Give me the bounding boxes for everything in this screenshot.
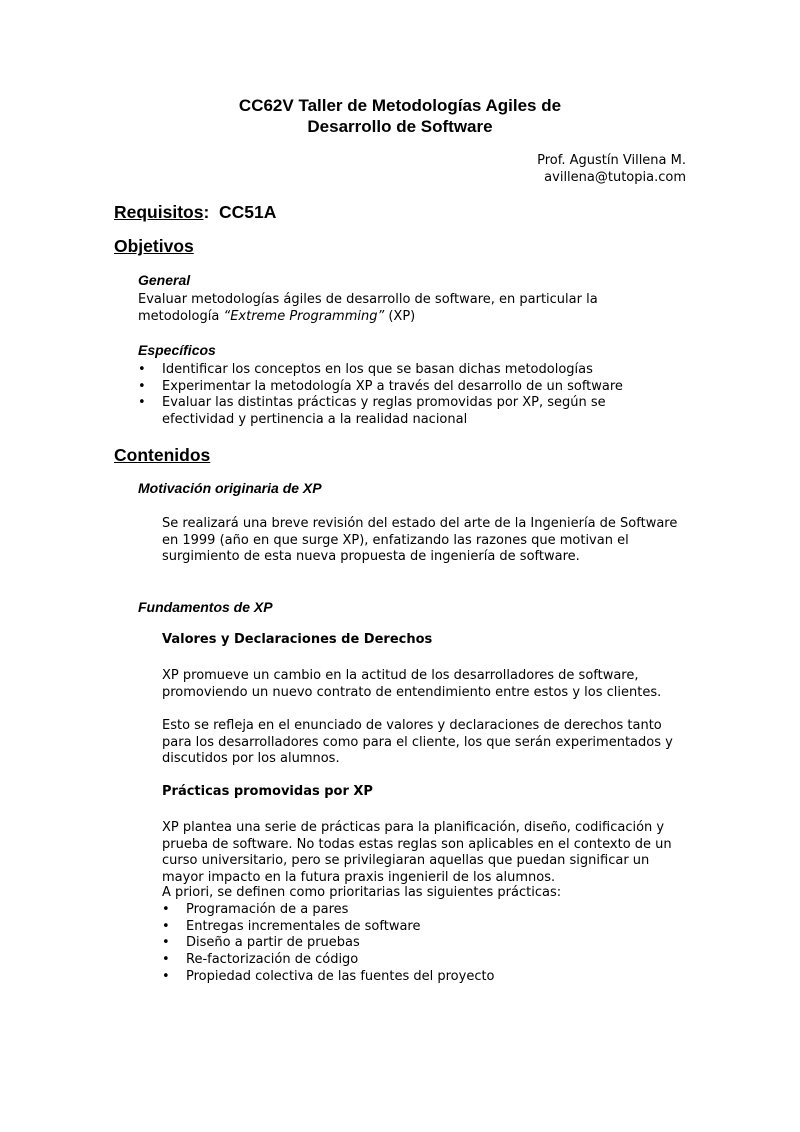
general-heading: General — [138, 272, 191, 288]
valores-paragraph-1: XP promueve un cambio en la actitud de los desarrolladores de software, promoviendo un nuevo contrato de entendimiento entre estos y los clientes. — [162, 668, 662, 700]
list-item: • Experimentar la metodología XP a través del desarrollo de un software — [138, 379, 638, 396]
list-item: • Propiedad colectiva de las fuentes del proyecto — [162, 969, 682, 986]
especificos-list — [138, 362, 638, 429]
requisitos-value: CC51A — [219, 202, 277, 222]
list-item: • Programación de a pares — [162, 902, 682, 919]
author-email: avillena@tutopia.com — [544, 170, 686, 185]
fundamentos-heading: Fundamentos de XP — [138, 599, 273, 615]
contenidos-heading-text: Contenidos — [114, 445, 211, 465]
general-paragraph — [138, 292, 638, 325]
contenidos-heading — [114, 445, 210, 465]
practicas-intro: A priori, se definen como prioritarias las siguientes prácticas: — [162, 885, 562, 900]
general-text-italic: “Extreme Programming” — [223, 308, 385, 324]
practicas-heading: Prácticas promovidas por XP — [162, 784, 373, 799]
list-item: • Diseño a partir de pruebas — [162, 935, 682, 952]
practicas-list — [162, 902, 682, 986]
requisitos-colon: : — [203, 202, 210, 222]
especificos-heading: Específicos — [138, 342, 216, 358]
author-name: Prof. Agustín Villena M. — [537, 153, 686, 168]
objetivos-heading-text: Objetivos — [114, 236, 194, 256]
document-title-line-2: Desarrollo de Software — [307, 117, 493, 136]
valores-heading: Valores y Declaraciones de Derechos — [162, 632, 433, 647]
general-text-part-1: Evaluar metodologías ágiles de desarrollo de software, en particular la metodología — [138, 292, 598, 324]
requisitos-heading — [114, 202, 276, 222]
list-item: • Re-factorización de código — [162, 952, 682, 969]
list-item: • Entregas incrementales de software — [162, 919, 682, 936]
objetivos-heading — [114, 236, 194, 256]
motivacion-paragraph: Se realizará una breve revisión del estado del arte de la Ingeniería de Software en 1999 (año en que surge XP), enfatizando las razones que motivan el surgimiento de esta nueva propuesta de ingeniería de software. — [162, 516, 678, 565]
motivacion-heading: Motivación originaria de XP — [138, 480, 322, 496]
general-text-part-2: (XP) — [384, 308, 416, 324]
list-item: • Evaluar las distintas prácticas y reglas promovidas por XP, según se efectividad y pertinencia a la realidad nacional — [138, 395, 638, 428]
requisitos-label: Requisitos — [114, 202, 204, 222]
document-title-line-1: CC62V Taller de Metodologías Agiles de — [238, 96, 562, 115]
practicas-paragraph: XP plantea una serie de prácticas para la planificación, diseño, codificación y prueba de software. No todas estas reglas son aplicables en el contexto de un curso universitario, pero se privilegiaran aquellas que puedan significar un mayor impacto en la futura praxis ingenieril de los alumnos. — [162, 820, 672, 886]
list-item: • Identificar los conceptos en los que se basan dichas metodologías — [138, 362, 638, 379]
valores-paragraph-2: Esto se refleja en el enunciado de valores y declaraciones de derechos tanto para los desarrolladores como para el cliente, los que serán experimentados y discutidos por los alumnos. — [162, 718, 673, 767]
